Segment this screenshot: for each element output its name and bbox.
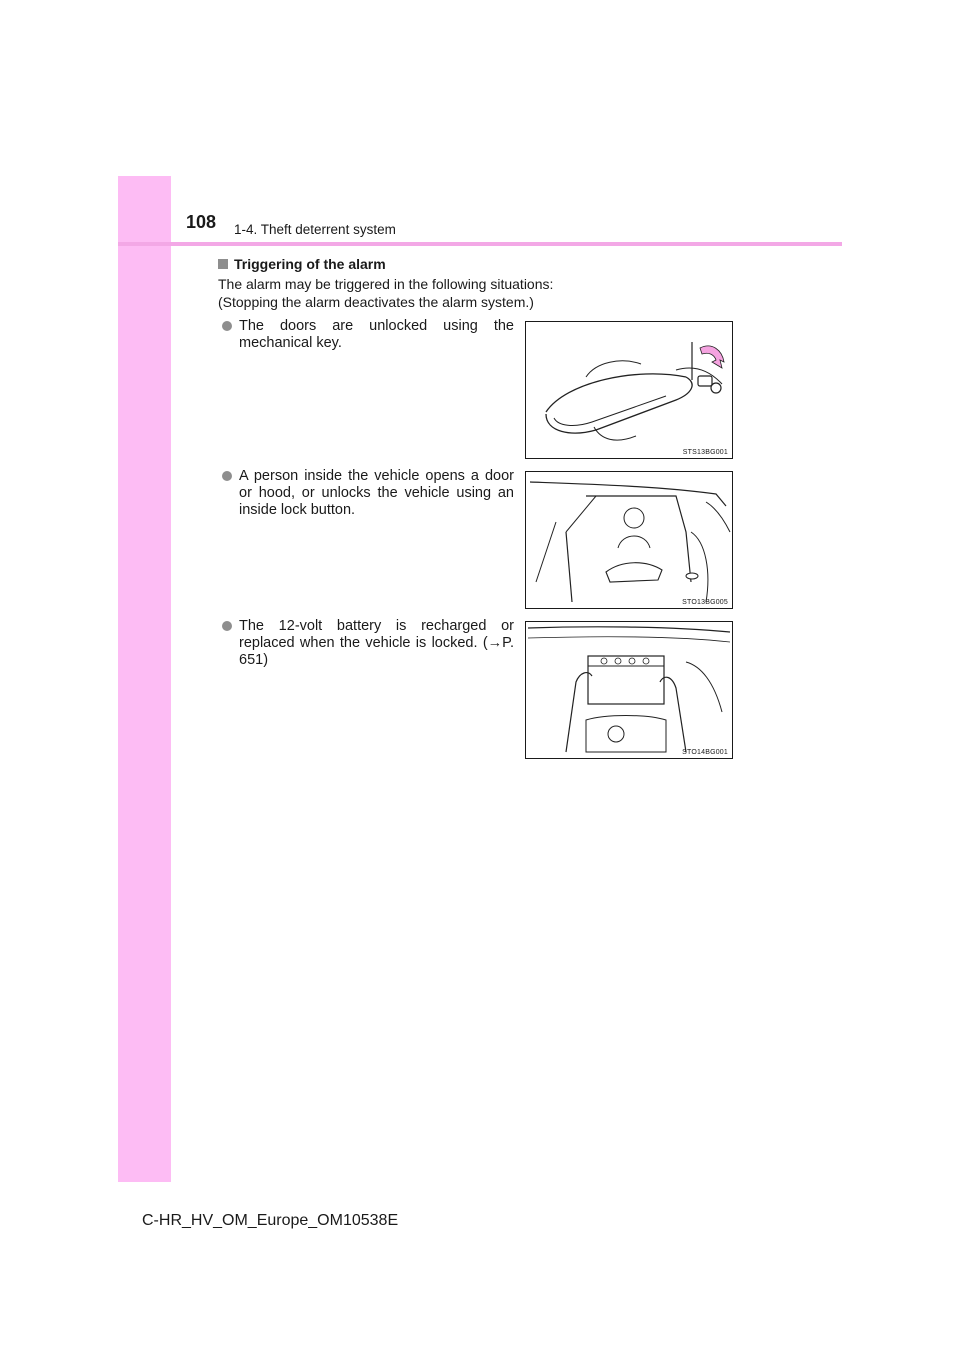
- intro-line-2: (Stopping the alarm deactivates the alarm system.): [218, 294, 534, 310]
- side-tab-band: [118, 176, 171, 1182]
- door-handle-drawing: [526, 322, 732, 458]
- battery-drawing: [526, 622, 732, 758]
- section-title: 1-4. Theft deterrent system: [234, 222, 396, 237]
- battery-replacement-illustration: [525, 621, 733, 759]
- car-interior-drawing: [526, 472, 732, 608]
- round-bullet-icon: [222, 621, 232, 631]
- door-key-illustration: [525, 321, 733, 459]
- header-rule: [118, 242, 842, 246]
- person-in-vehicle-illustration: [525, 471, 733, 609]
- list-item: [222, 618, 514, 669]
- square-bullet-icon: [218, 259, 228, 269]
- list-item: [222, 318, 514, 352]
- round-bullet-icon: [222, 471, 232, 481]
- figure-code: STO13BG005: [682, 599, 728, 606]
- list-item-text: The doors are unlocked using the mechanical key.: [239, 318, 514, 351]
- page-number: 108: [186, 212, 217, 232]
- heading-text: Triggering of the alarm: [234, 256, 386, 272]
- section-heading: [218, 256, 386, 272]
- list-item: [222, 468, 514, 519]
- round-bullet-icon: [222, 321, 232, 331]
- list-item-text: The 12-volt battery is recharged or replaced when the vehicle is locked. (→P. 651): [239, 618, 514, 668]
- figure-code: STO14BG001: [682, 749, 728, 756]
- figure-code: STS13BG001: [682, 449, 728, 456]
- document-id-footer: C-HR_HV_OM_Europe_OM10538E: [142, 1212, 399, 1229]
- list-item-text: A person inside the vehicle opens a door or hood, or unlocks the vehicle using an inside lock button.: [239, 468, 514, 518]
- intro-line-1: The alarm may be triggered in the following situations:: [218, 276, 554, 292]
